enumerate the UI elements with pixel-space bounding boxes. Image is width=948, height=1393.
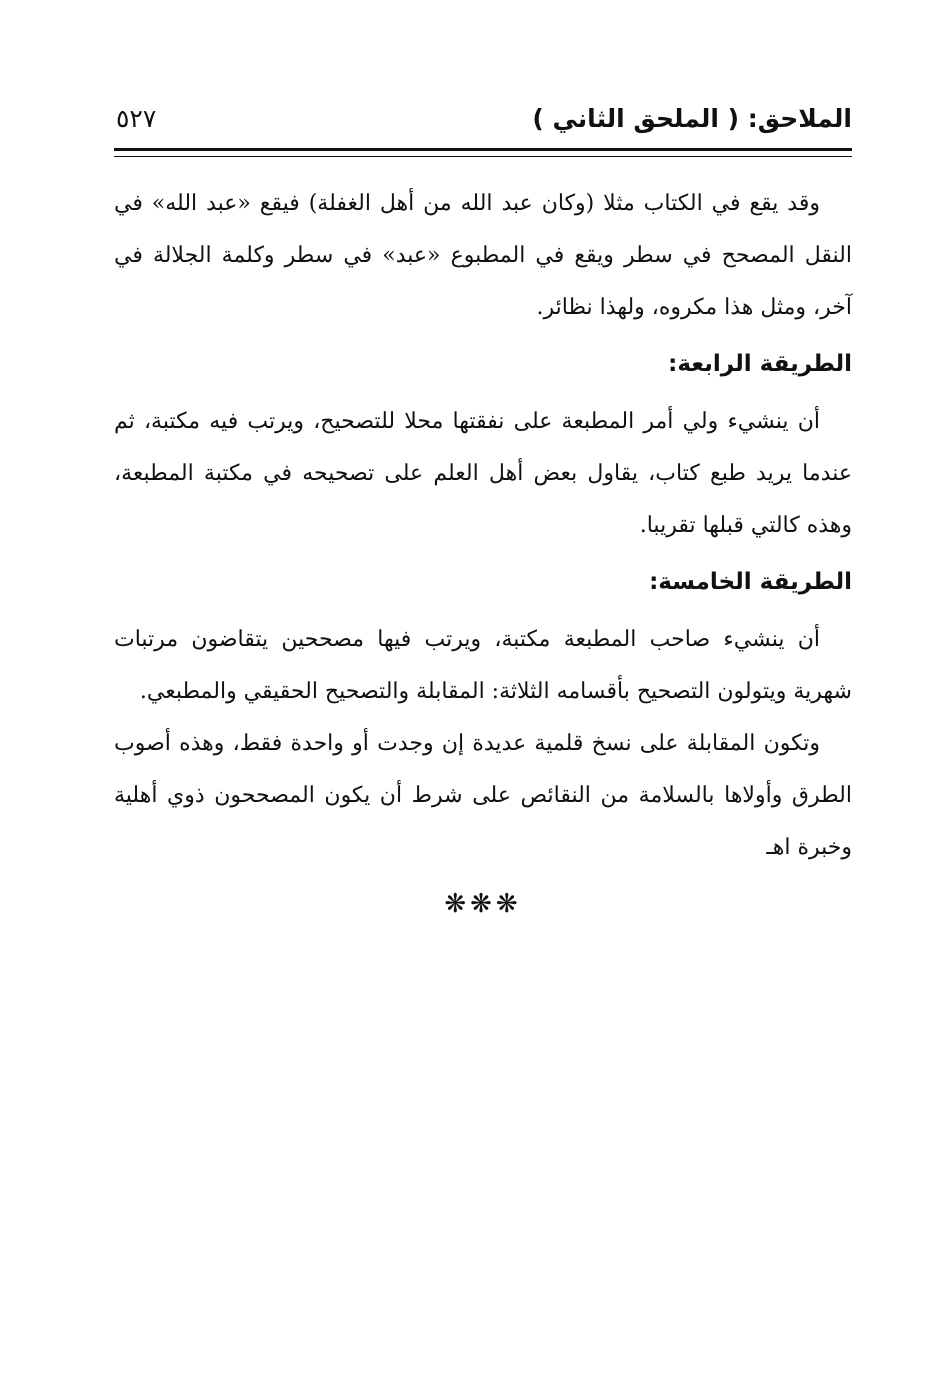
paragraph-4: وتكون المقابلة على نسخ قلمية عديدة إن وجدت أو واحدة فقط، وهذه أصوب الطرق وأولاها بالسلامة من النقائص على شرط أن يكون المصححون ذوي أهلية وخبرة اهـ [114, 731, 852, 860]
page-header [112, 98, 852, 144]
header-rule-thin [114, 156, 852, 157]
paragraph-3: أن ينشيء صاحب المطبعة مكتبة، ويرتب فيها مصححين يتقاضون مرتبات شهرية ويتولون التصحيح بأقسامه الثلاثة: المقابلة والتصحيح الحقيقي والمطبعي. [114, 627, 852, 704]
running-head: الملاحق: ( الملحق الثاني ) [532, 104, 852, 133]
section-separator-asterisks: ❋❋❋ [444, 889, 522, 919]
paragraph-1: وقد يقع في الكتاب مثلا (وكان عبد الله من أهل الغفلة) فيقع «عبد الله» في النقل المصحح في سطر ويقع في المطبوع «عبد» في سطر وكلمة الجلالة في آخر، ومثل هذا مكروه، ولهذا نظائر. [114, 191, 852, 320]
header-rule-thick [114, 148, 852, 151]
page-number: ٥٢٧ [116, 104, 157, 133]
section-heading-fifth-method: الطريقة الخامسة: [649, 569, 852, 595]
page-body [114, 178, 852, 924]
section-heading-fourth-method: الطريقة الرابعة: [668, 351, 852, 377]
paragraph-2: أن ينشيء ولي أمر المطبعة على نفقتها محلا للتصحيح، ويرتب فيه مكتبة، ثم عندما يريد طبع كتاب، يقاول بعض أهل العلم على تصحيحه في مكتبة المطبعة، وهذه كالتي قبلها تقريبا. [114, 409, 852, 538]
